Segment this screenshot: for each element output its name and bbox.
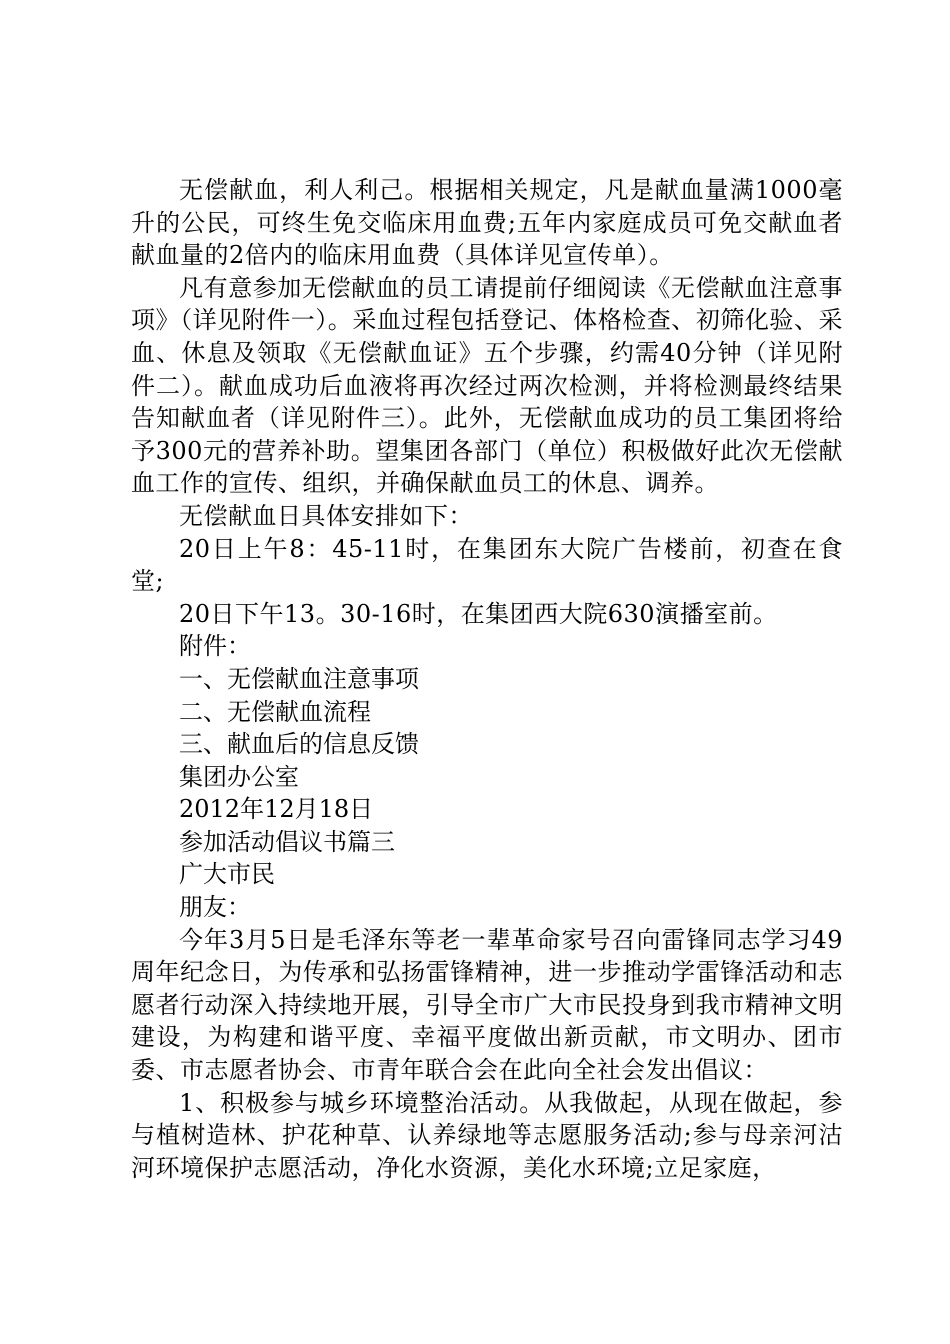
section-title: 参加活动倡议书篇三 [179, 827, 395, 856]
paragraph-donation-process: 凡有意参加无偿献血的员工请提前仔细阅读《无偿献血注意事项》（详见附件一）。采血过程包括登记、体格检查、初筛化验、采血、休息及领取《无偿献血证》五个步骤，约需40分钟（详见附件二）。献血成功后血液将再次经过两次检测，并将检测最终结果告知献血者（详见附件三）。此外，无偿献血成功的员工集团将给予300元的营养补助。望集团各部门（单位）积极做好此次无偿献血工作的宣传、组织，并确保献血员工的休息、调养。 [131, 273, 843, 498]
attachments-label: 附件： [179, 632, 251, 661]
document-page [131, 174, 843, 1184]
salutation-line-1: 广大市民 [179, 860, 275, 889]
paragraph-schedule-morning: 20日上午8：45-11时，在集团东大院广告楼前，初查在食堂; [131, 534, 843, 596]
paragraph-schedule-intro: 无偿献血日具体安排如下： [179, 501, 473, 530]
date: 2012年12月18日 [179, 795, 374, 824]
attachment-item-2: 二、无偿献血流程 [179, 697, 371, 726]
paragraph-blood-donation-benefits: 无偿献血，利人利己。根据相关规定，凡是献血量满1000毫升的公民，可终生免交临床用血费;五年内家庭成员可免交献血者献血量的2倍内的临床用血费（具体详见宣传单）。 [131, 176, 843, 270]
signature: 集团办公室 [179, 762, 299, 791]
salutation-line-2: 朋友： [179, 893, 251, 922]
paragraph-initiative-intro: 今年3月5日是毛泽东等老一辈革命家号召向雷锋同志学习49周年纪念日，为传承和弘扬雷锋精神，进一步推动学雷锋活动和志愿者行动深入持续地开展，引导全市广大市民投身到我市精神文明建设，为构建和谐平度、幸福平度做出新贡献，市文明办、团市委、市志愿者协会、市青年联合会在此向全社会发出倡议： [131, 925, 843, 1085]
attachment-item-3: 三、献血后的信息反馈 [179, 730, 419, 759]
paragraph-initiative-item-1: 1、积极参与城乡环境整治活动。从我做起，从现在做起，参与植树造林、护花种草、认养绿地等志愿服务活动;参与母亲河沽河环境保护志愿活动，净化水资源，美化水环境;立足家庭， [131, 1088, 843, 1182]
attachment-item-1: 一、无偿献血注意事项 [179, 664, 419, 693]
paragraph-schedule-afternoon: 20日下午13。30-16时，在集团西大院630演播室前。 [179, 599, 778, 628]
